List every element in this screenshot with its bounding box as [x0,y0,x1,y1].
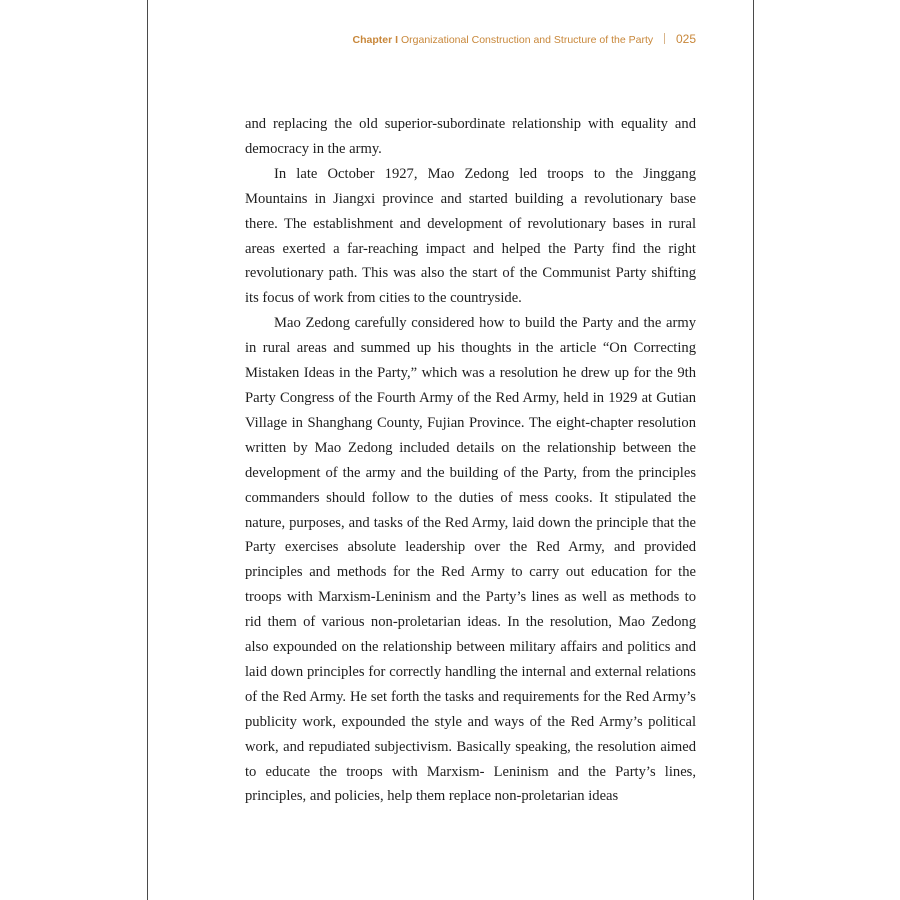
paragraph-continuation: and replacing the old superior-subordinate relationship with equality and democracy in the army. [245,116,696,157]
running-header [353,32,696,47]
paragraph-gutian-resolution: Mao Zedong carefully considered how to build the Party and the army in rural areas and summed up his thoughts in the article “On Correcting Mistaken Ideas in the Party,” which was a resolution he drew up for the 9th Party Congress of the Fourth Army of the Red Army, held in 1929 at Gutian Village in Shanghang County, Fujian Province. The eight-chapter resolution written by Mao Zedong included details on the relationship between the development of the army and the building of the Party, from the principles commanders should follow to the duties of mess cooks. It stipulated the nature, purposes, and tasks of the Red Army, laid down the principle that the Party exercises absolute leadership over the Red Army, and provided principles and methods for the Red Army to carry out education for the troops with Marxism-Leninism and the Party’s lines as well as methods to rid them of various non-proletarian ideas. In the resolution, Mao Zedong also expounded on the relationship between military affairs and politics and laid down principles for correctly handling the internal and external relations of the Red Army. He set forth the tasks and requirements for the Red Army’s publicity work, expounded the style and ways of the Red Army’s political work, and repudiated subjectivism. Basically speaking, the resolution aimed to educate the troops with Marxism- Leninism and the Party’s lines, principles, and policies, help them replace non-proletarian ideas [245,315,696,805]
chapter-title: Organizational Construction and Structure of the Party [400,34,654,46]
header-divider [664,33,665,44]
book-page [147,0,754,900]
chapter-label: Chapter I [352,34,399,46]
paragraph-jinggang: In late October 1927, Mao Zedong led troops to the Jinggang Mountains in Jiangxi province and started building a revolutionary base there. The establishment and development of revolutionary bases in rural areas exerted a far-reaching impact and helped the Party find the right revolutionary path. This was also the start of the Communist Party shifting its focus of work from cities to the countryside. [245,165,696,307]
page-number: 025 [675,32,696,46]
body-text [245,112,696,809]
